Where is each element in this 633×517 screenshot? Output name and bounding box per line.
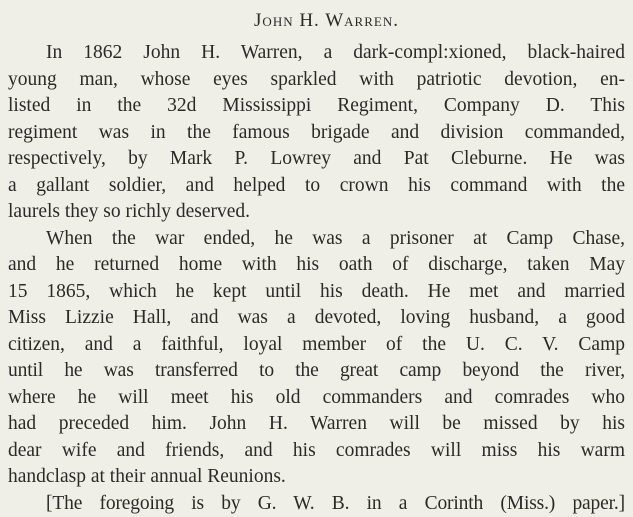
text-line: until he was transferred to the great camp beyond the river, (8, 358, 625, 385)
paragraph-1 (28, 40, 625, 226)
text-line: Miss Lizzie Hall, and was a devoted, loving husband, a good (8, 305, 625, 332)
text-line: 15 1865, which he kept until his death. He met and married (8, 279, 625, 306)
paragraph-2 (28, 226, 625, 491)
text-line: where he will meet his old commanders and comrades who (8, 385, 625, 412)
text-line: laurels they so richly deserved. (8, 199, 625, 226)
text-line: and he returned home with his oath of discharge, taken May (8, 252, 625, 279)
text-line: handclasp at their annual Reunions. (8, 464, 625, 491)
text-line: respectively, by Mark P. Lowrey and Pat Cleburne. He was (8, 146, 625, 173)
text-line: a gallant soldier, and helped to crown his command with the (8, 173, 625, 200)
text-line: When the war ended, he was a prisoner at Camp Chase, (28, 226, 625, 253)
text-line: had preceded him. John H. Warren will be missed by his (8, 411, 625, 438)
text-line: citizen, and a faithful, loyal member of the U. C. V. Camp (8, 332, 625, 359)
text-line: In 1862 John H. Warren, a dark-compl:xioned, black-haired (28, 40, 625, 67)
text-line: [The foregoing is by G. W. B. in a Corinth (Miss.) paper.] (28, 491, 625, 517)
text-line: listed in the 32d Mississippi Regiment, Company D. This (8, 93, 625, 120)
text-line: regiment was in the famous brigade and division commanded, (8, 120, 625, 147)
text-line: young man, whose eyes sparkled with patriotic devotion, en- (8, 67, 625, 94)
text-line: dear wife and friends, and his comrades will miss his warm (8, 438, 625, 465)
source-note (28, 491, 625, 517)
article-title: John H. Warren. (28, 6, 625, 36)
